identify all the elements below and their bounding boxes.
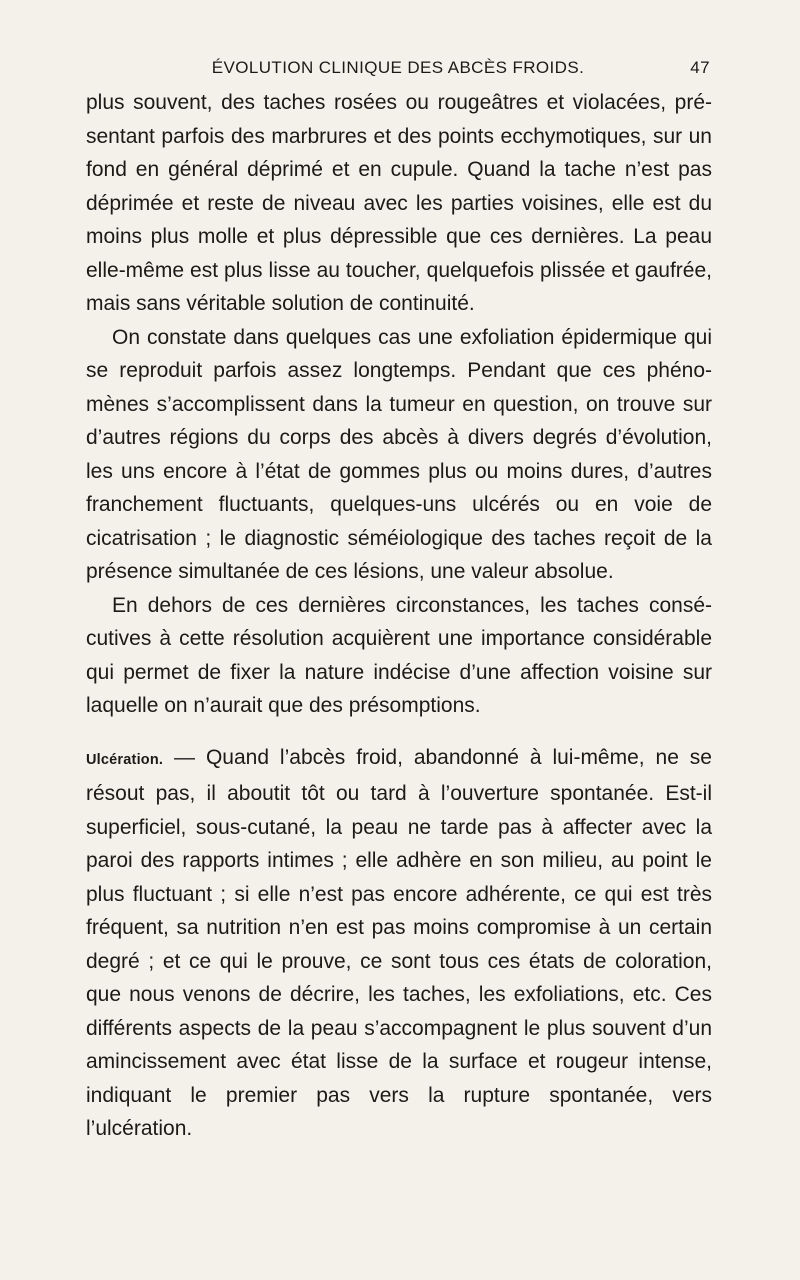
section-ulceration <box>86 741 712 1146</box>
body-text <box>86 86 712 1146</box>
paragraph-exfoliation: On constate dans quelques cas une exfoliation épidermique qui se reproduit parfois assez longtemps. Pendant que ces phénomènes s’accomplissent dans la tumeur en question, on trouve sur d’autres régions du corps des abcès à divers degrés d’évolution, les uns encore à l’état de gommes plus ou moins dures, d’autres franchement fluctuants, quelques-uns ulcérés ou en voie de cicatrisation ; le diagnostic séméiologique des taches reçoit de la présence simultanée de ces lésions, une valeur absolue. <box>86 325 712 583</box>
page-number: 47 <box>690 58 710 77</box>
running-head-title: ÉVOLUTION CLINIQUE DES ABCÈS FROIDS. <box>211 58 585 77</box>
running-head <box>86 58 710 88</box>
section-text: — Quand l’abcès froid, abandonné à lui-même, ne se résout pas, il aboutit tôt ou tard à l’ouverture spontanée. Est-il superficiel, sous-cutané, la peau ne tarde pas à affecter avec la paroi des rapports intimes ; elle adhère en son milieu, au point le plus fluctuant ; si elle n’est pas encore adhérente, ce qui est très fréquent, sa nutrition n’en est pas moins compromise à un certain degré ; et ce qui le prouve, ce sont tous ces états de coloration, que nous venons de décrire, les taches, les exfoliations, etc. Ces différents aspects de la peau s’accompagnent le plus souvent d’un amincissement avec état lisse de la surface et rougeur intense, indiquant le premier pas vers la rupture spontanée, vers l’ulcération. <box>86 745 712 1140</box>
paragraph-continuation: plus souvent, des taches rosées ou rougeâtres et violacées, présentant parfois des marbrures et des points ecchymotiques, sur un fond en général déprimé et en cupule. Quand la tache n’est pas déprimée et reste de niveau avec les parties voisines, elle est du moins plus molle et plus dépressible que ces dernières. La peau elle-même est plus lisse au toucher, quelquefois plissée et gaufrée, mais sans véritable solution de continuité. <box>86 91 712 315</box>
paragraph-circumstances: En dehors de ces dernières circonstances, les taches consécutives à cette résolution acquièrent une importance considérable qui permet de fixer la nature indécise d’une affection voisine sur laquelle on n’aurait que des présomptions. <box>86 593 712 717</box>
section-heading: Ulcération. <box>86 751 164 768</box>
